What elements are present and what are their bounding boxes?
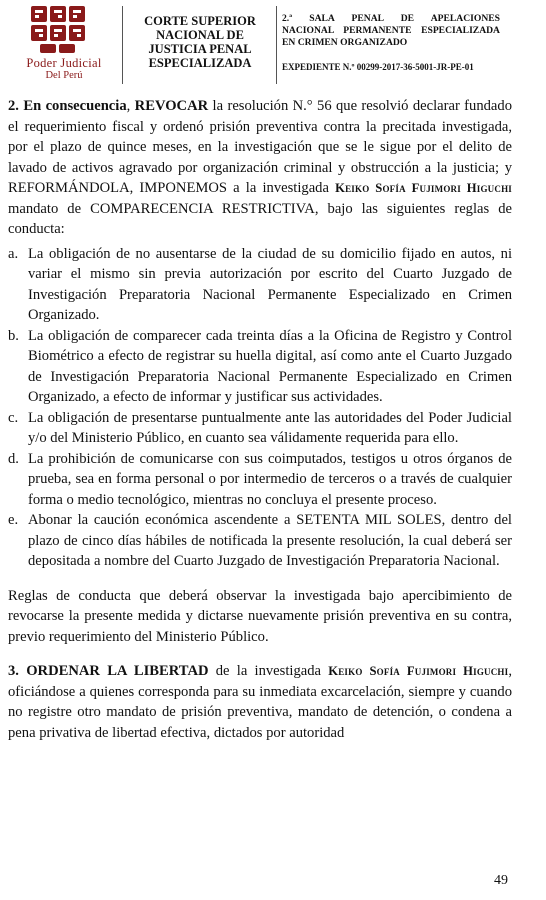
header-divider [122,6,123,84]
logo-text-line2: Del Perú [45,70,83,81]
point-text: , [126,98,135,114]
defendant-name: Keiko Sofía Fujimori Higuchi [328,664,509,678]
point-number: 3. [8,663,19,679]
court-name-line: ESPECIALIZADA [148,56,252,70]
document-body [8,96,512,743]
sala-name [282,13,500,49]
list-item [8,244,512,326]
list-item-letter: d. [8,450,19,467]
list-item-text: Abonar la caución económica ascendente a SETENTA MIL SOLES, dentro del plazo de cinco días hábiles de notificada la presente resolución, la cual deberá ser depositada a nombre del Cuarto Juzgado de Investigación Preparatoria Nacional. [28,512,512,569]
court-name-line: CORTE SUPERIOR [144,14,256,28]
court-name [126,14,274,70]
sala-name-line: NACIONAL PERMANENTE ESPECIALIZADA [282,25,500,36]
header-divider [276,6,277,84]
list-item [8,326,512,408]
court-name-line: JUSTICIA PENAL [148,42,252,56]
point-bold-text: REVOCAR [134,98,209,114]
resolution-point-3 [8,661,512,743]
poder-judicial-logo [8,4,120,88]
point-text: , oficiándose a quienes corresponda para su inmediata excarcelación, siempre y cuando no registre otro mandato de prisión preventiva, mandato de detención, o condena a pena privativa de libertad efectiva, dictados por autoridad [8,663,512,741]
point-text: mandato de COMPARECENCIA RESTRICTIVA, bajo las siguientes reglas de conducta: [8,200,512,237]
point-bold-text: ORDENAR LA LIBERTAD [26,663,209,679]
point-text: la resolución N.° 56 que resolvió declarar fundado el requerimiento fiscal y ordenó prisión preventiva contra la precitada investigada, por el plazo de quince meses, en la investigación que se le sigue por el delito de lavado de activos agravado por organización criminal y obstrucción a la justicia; y REFORMÁNDOLA, IMPONEMOS a la investigada [8,98,513,196]
list-item-text: La obligación de comparecer cada treinta días a la Oficina de Registro y Control Biométrico a efecto de registrar su huella digital, así como ante el Cuarto Juzgado de Investigación Preparatoria Nacional Permanente Especializado en Crimen Organizado, a efecto de informar y justificar sus actividades. [28,327,512,405]
conduct-rules-list [8,244,512,572]
list-item-letter: c. [8,409,19,426]
list-item-letter: b. [8,327,19,344]
page-number: 49 [494,873,508,888]
point-number: 2. [8,98,19,114]
list-item-text: La obligación de no ausentarse de la ciudad de su domicilio fijado en autos, ni variar el mismo sin previa autorización por escrito del Cuarto Juzgado de Investigación Preparatoria Nacional Permanente Especializado en Crimen Organizado. [28,245,512,323]
sala-name-line: 2.ª SALA PENAL DE APELACIONES [282,13,500,24]
conduct-rules-paragraph: Reglas de conducta que deberá observar la investigada bajo apercibimiento de revocarse la presente medida y dictarse nuevamente prisión preventiva en su contra, previo requerimiento del Ministerio Público. [8,587,512,645]
court-name-line: NACIONAL DE [156,28,244,42]
list-item-letter: a. [8,245,19,262]
defendant-name: Keiko Sofía Fujimori Higuchi [335,181,512,195]
list-item-text: La obligación de presentarse puntualmente ante las autoridades del Poder Judicial y/o del Ministerio Público, en cuanto sea válidamente requerida para ello. [28,409,512,446]
list-item-text: La prohibición de comunicarse con sus coimputados, testigos u otros órganos de prueba, sea en forma personal o por intermedio de terceros o a través de cualquier forma o medio tecnológico, mientras no concluya el presente proceso. [28,450,512,508]
poder-judicial-emblem-icon [27,4,101,54]
point-text: de la investigada [208,663,329,679]
list-item [8,449,512,511]
list-item [8,408,512,449]
list-item-letter: e. [8,512,19,528]
list-item [8,510,512,572]
logo-text-line1: Poder Judicial [26,56,102,70]
sala-name-line: EN CRIMEN ORGANIZADO [282,37,408,48]
resolution-point-2 [8,96,512,240]
page-header [0,0,546,92]
expediente-number: EXPEDIENTE N.º 00299-2017-36-5001-JR-PE-01 [282,62,474,72]
point-bold-text: En consecuencia [23,98,127,114]
